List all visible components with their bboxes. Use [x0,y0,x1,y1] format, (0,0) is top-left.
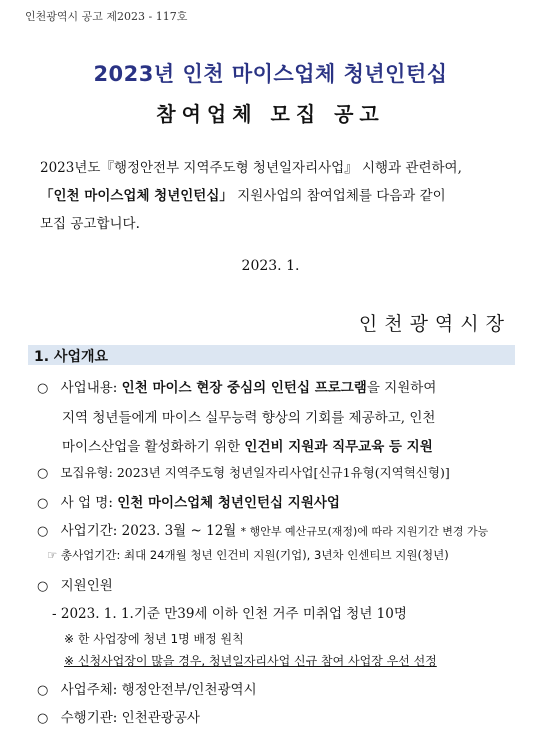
content-line-3 [62,435,433,455]
total-period-note [47,547,449,563]
program-name: 「인천 마이스업체 청년인턴십」 [40,188,233,204]
bullet-icon: ○ [37,579,49,594]
business-name-label: 사 업 명: [60,495,113,511]
section-title: 1. 사업개요 [34,349,109,365]
period-value: 2023. 3월 ~ 12월 [121,523,237,539]
note-one-per-workplace: ※ 한 사업장에 청년 1명 배정 원칙 [64,632,244,646]
content-line-2: 지역 청년들에게 마이스 실무능력 향상의 기회를 제공하고, 인천 [62,410,436,426]
executor-item [37,706,200,726]
period-label: 사업기간: [60,523,118,539]
page-subtitle: 참여업체 모집 공고 [156,102,385,126]
business-content-item [37,376,436,396]
total-period-text: 총사업기간: 최대 24개월 청년 인건비 지원(기업), 3년차 인센티브 지원(청년) [60,548,449,562]
intro-line-2-rest: 지원사업의 참여업체를 다음과 같이 [237,188,446,204]
support-people-detail: - 2023. 1. 1.기준 만39세 이하 인천 거주 미취업 청년 10명 [52,606,407,622]
bullet-icon: ○ [37,711,49,726]
note-priority-selection: ※ 신청사업장이 많을 경우, 청년일자리사업 신규 참여 사업장 우선 선정 [64,654,437,668]
bullet-icon: ○ [37,496,49,511]
content-line-3a: 마이스산업을 활성화하기 위한 [62,439,245,455]
bullet-icon: ○ [37,524,49,539]
business-name-value: 인천 마이스업체 청년인턴십 지원사업 [117,495,340,511]
recruit-type-item [37,463,450,481]
intro-line-2 [40,184,446,204]
intro-line-1: 2023년도『행정안전부 지역주도형 청년일자리사업』 시행과 관련하여, [40,160,462,176]
bullet-icon: ○ [37,466,49,481]
recruit-type-label: 모집유형: [60,465,113,480]
host-item [37,678,257,698]
bullet-icon: ○ [37,683,49,698]
content-label: 사업내용: [60,380,118,396]
executor-label: 수행기관: [60,710,118,726]
business-name-item [37,491,340,511]
host-label: 사업주체: [60,682,118,698]
support-people-label: 지원인원 [60,578,113,594]
period-note: * 행안부 예산규모(재정)에 따라 지원기간 변경 가능 [240,525,489,538]
intro-line-3: 모집 공고합니다. [40,216,140,232]
content-highlight: 인천 마이스 현장 중심의 인턴십 프로그램 [121,380,367,396]
content-tail: 을 지원하여 [366,380,437,396]
recruit-type-value: 2023년 지역주도형 청년일자리사업[신규1유형(지역혁신형)] [116,465,450,480]
page-title: 2023년 인천 마이스업체 청년인턴십 [93,62,448,86]
content-highlight-2: 인건비 지원과 직무교육 등 지원 [244,439,433,455]
document-number: 인천광역시 공고 제2023 - 117호 [25,10,188,23]
business-period-item [37,519,488,539]
issuer: 인천광역시장 [358,313,511,335]
executor-value: 인천관광공사 [121,710,200,726]
notice-date: 2023. 1. [241,258,300,274]
host-value: 행정안전부/인천광역시 [121,682,257,698]
bullet-icon: ○ [37,381,49,396]
pointing-hand-icon: ☞ [47,548,58,562]
support-people-item [37,574,113,594]
